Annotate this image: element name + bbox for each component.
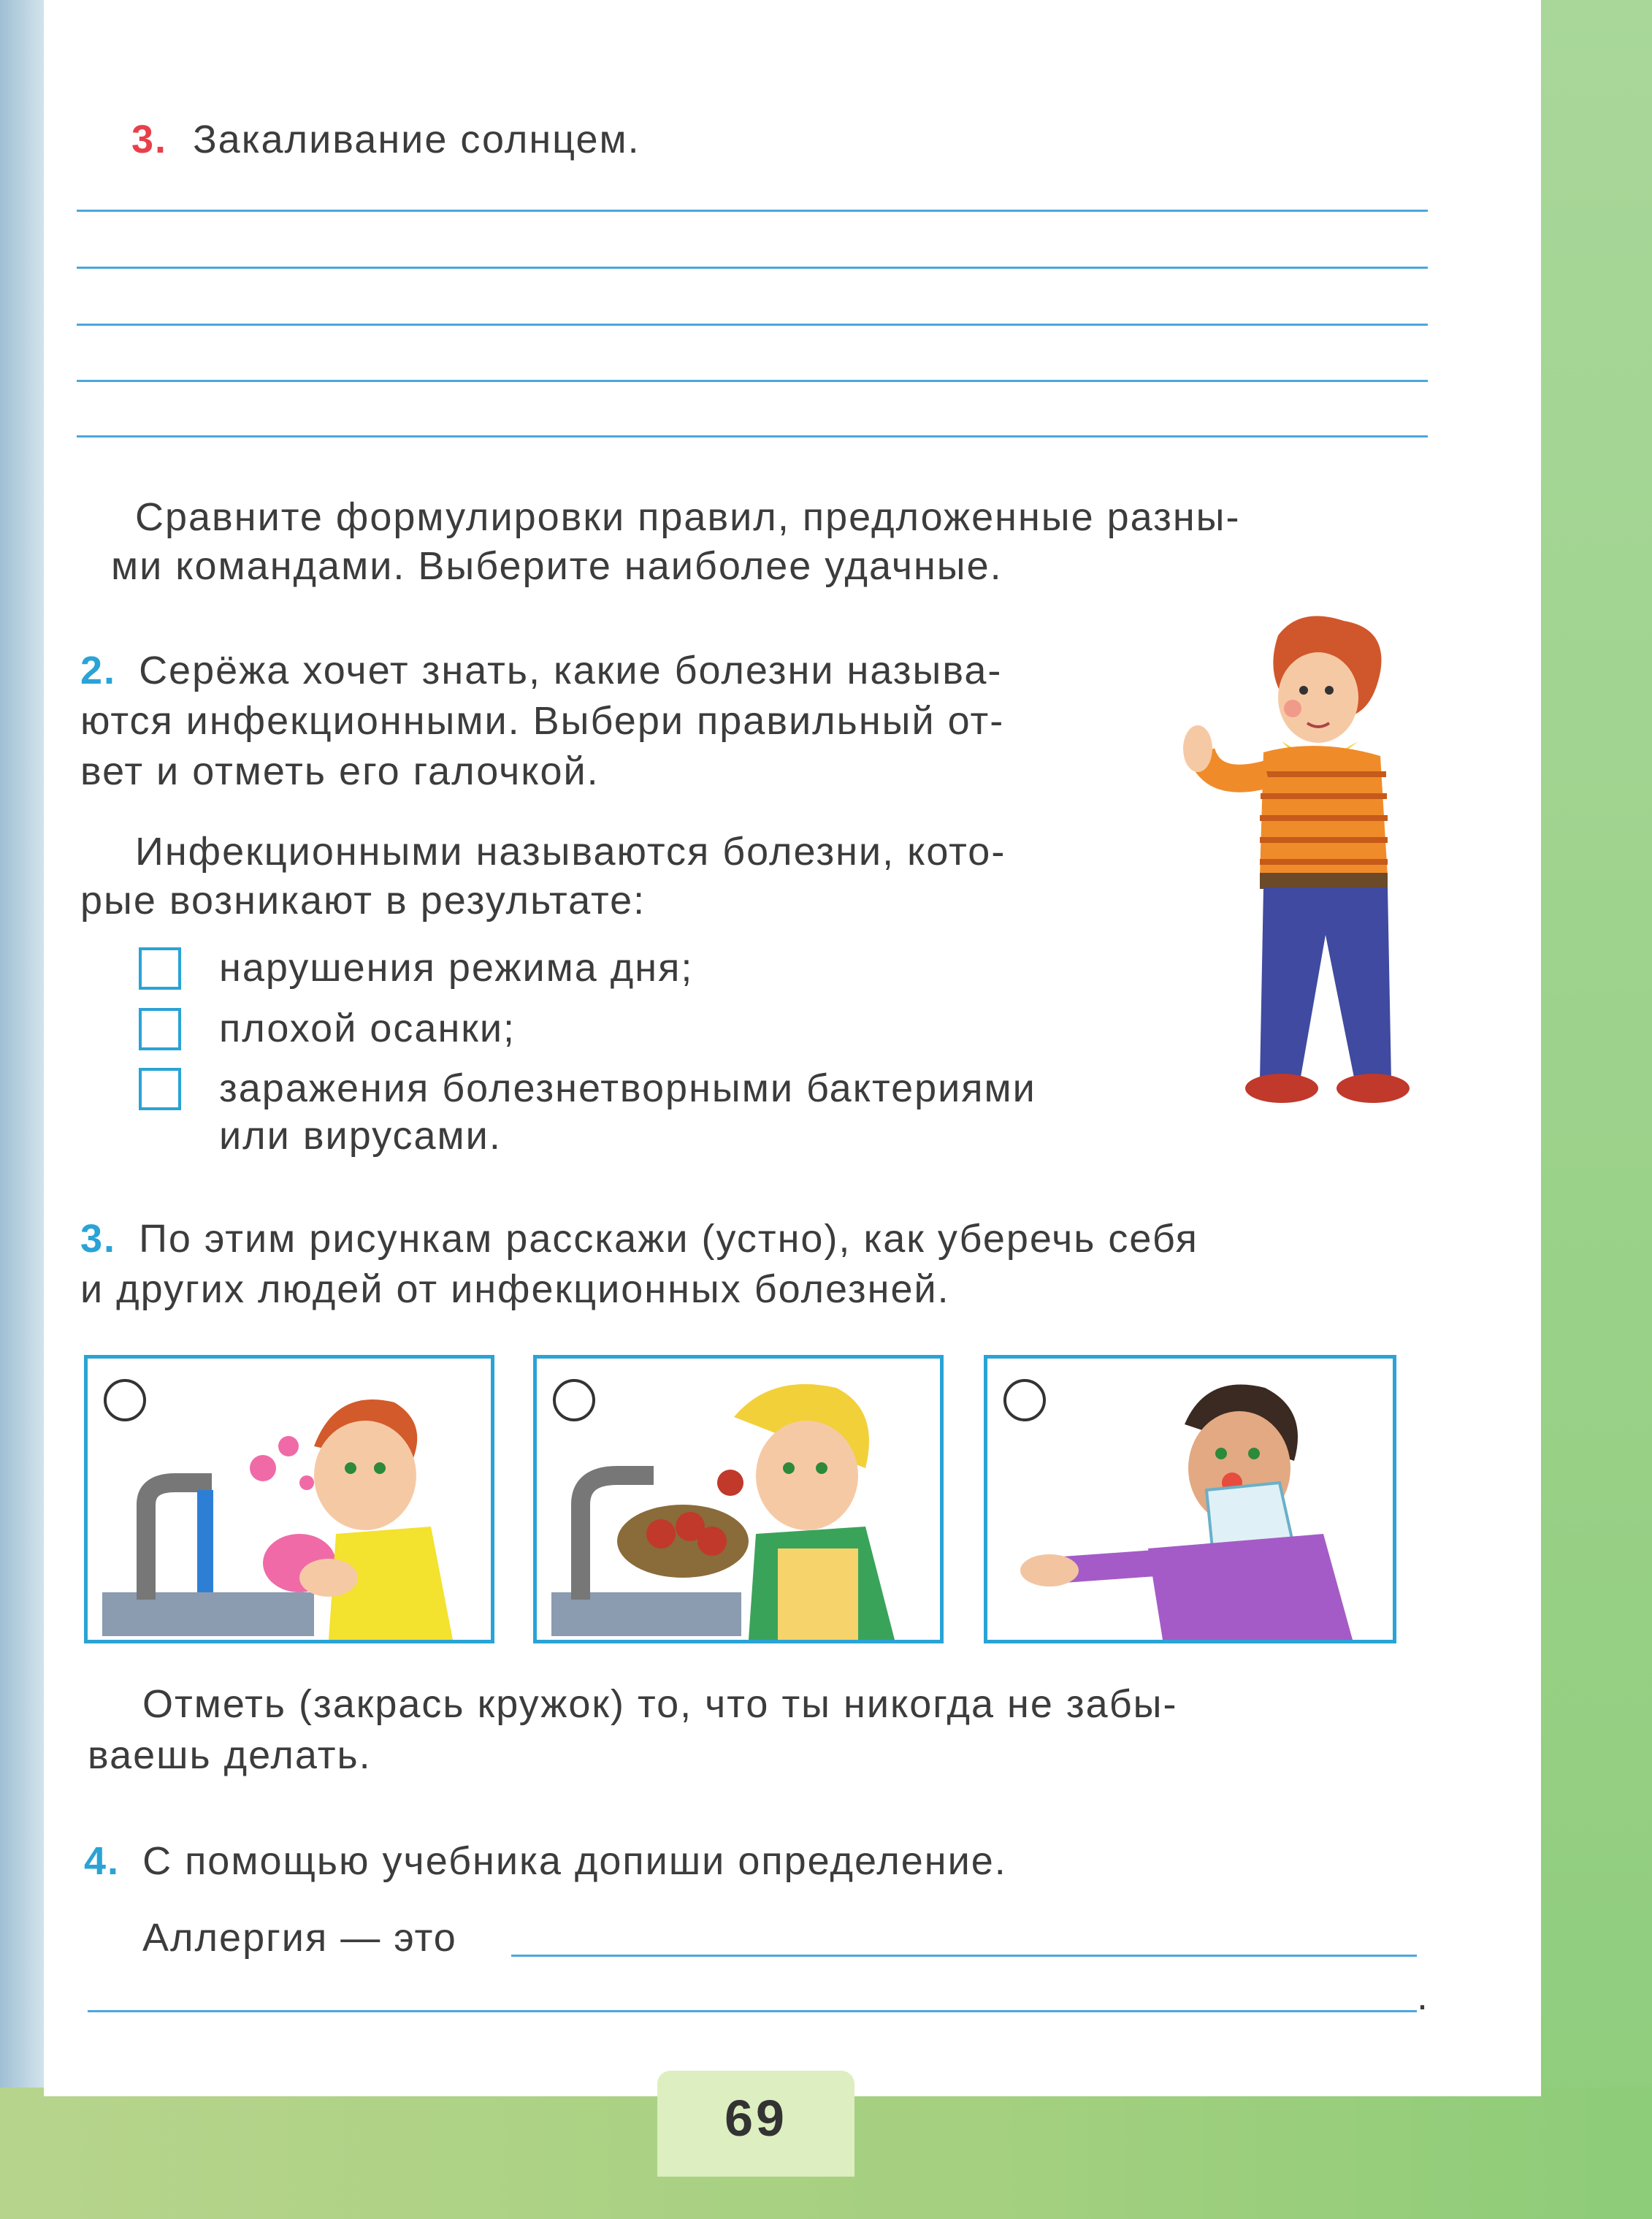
definition-end-period: .	[1417, 1974, 1430, 2018]
wash-fruit-picture	[537, 1359, 940, 1640]
compare-line-2: ми командами. Выберите наиболее удачные.	[111, 544, 1003, 588]
mark-circle-1[interactable]	[104, 1379, 146, 1421]
answer-line[interactable]	[77, 210, 1428, 212]
task4-number: 4.	[84, 1839, 121, 1883]
task2-question-1: Инфекционными называются болезни, кото-	[135, 830, 1006, 874]
option-checkbox-2[interactable]	[139, 1008, 181, 1050]
task3-number: 3.	[80, 1217, 117, 1261]
task2-line-3: вет и отметь его галочкой.	[80, 749, 600, 793]
task4-heading	[84, 1837, 1007, 1885]
page-number: 69	[724, 2090, 787, 2147]
task3-top-title: Закаливание солнцем.	[193, 118, 640, 161]
mark-instruction-2: ваешь делать.	[88, 1733, 372, 1777]
task3-text-1: По этим рисункам расскажи (устно), как уберечь себя	[139, 1217, 1198, 1261]
mark-instruction-1: Отметь (закрась кружок) то, что ты никогда не забы-	[142, 1682, 1178, 1726]
task4-title: С помощью учебника допиши определение.	[142, 1839, 1007, 1883]
picture-panel-wash-hands	[84, 1355, 494, 1643]
task2-line-2: ются инфекционными. Выбери правильный от-	[80, 699, 1005, 743]
task3-top-heading	[131, 115, 640, 164]
definition-answer-line[interactable]	[511, 1955, 1417, 1957]
option-checkbox-3[interactable]	[139, 1068, 181, 1110]
option-1-label: нарушения режима дня;	[219, 946, 694, 990]
mark-circle-3[interactable]	[1003, 1379, 1046, 1421]
picture-panel-wash-fruit	[533, 1355, 944, 1643]
option-2-label: плохой осанки;	[219, 1007, 516, 1050]
task2-number: 2.	[80, 649, 117, 692]
answer-line[interactable]	[77, 435, 1428, 438]
definition-prompt: Аллергия — это	[142, 1916, 457, 1960]
workbook-page	[44, 0, 1541, 2096]
wash-hands-picture	[88, 1359, 491, 1640]
task3-top-number: 3.	[131, 118, 168, 161]
answer-line[interactable]	[77, 324, 1428, 326]
option-3-label: заражения болезнетворными бактериями	[219, 1066, 1036, 1110]
handkerchief-picture	[987, 1359, 1393, 1640]
task3-line-2: и других людей от инфекционных болезней.	[80, 1267, 950, 1311]
option-checkbox-1[interactable]	[139, 947, 181, 990]
task2-line-1	[80, 646, 1002, 695]
boy-illustration	[1169, 606, 1446, 1118]
answer-line[interactable]	[77, 267, 1428, 269]
task2-text-1: Серёжа хочет знать, какие болезни называ-	[139, 649, 1003, 692]
task2-question-2: рые возникают в результате:	[80, 879, 646, 923]
picture-panel-handkerchief	[984, 1355, 1396, 1643]
compare-line-1: Сравните формулировки правил, предложенные разны-	[135, 495, 1241, 539]
answer-line[interactable]	[77, 380, 1428, 382]
mark-circle-2[interactable]	[553, 1379, 595, 1421]
definition-answer-line-2[interactable]	[88, 2010, 1417, 2012]
task3-line-1	[80, 1215, 1198, 1263]
option-3-label-cont: или вирусами.	[219, 1114, 502, 1158]
